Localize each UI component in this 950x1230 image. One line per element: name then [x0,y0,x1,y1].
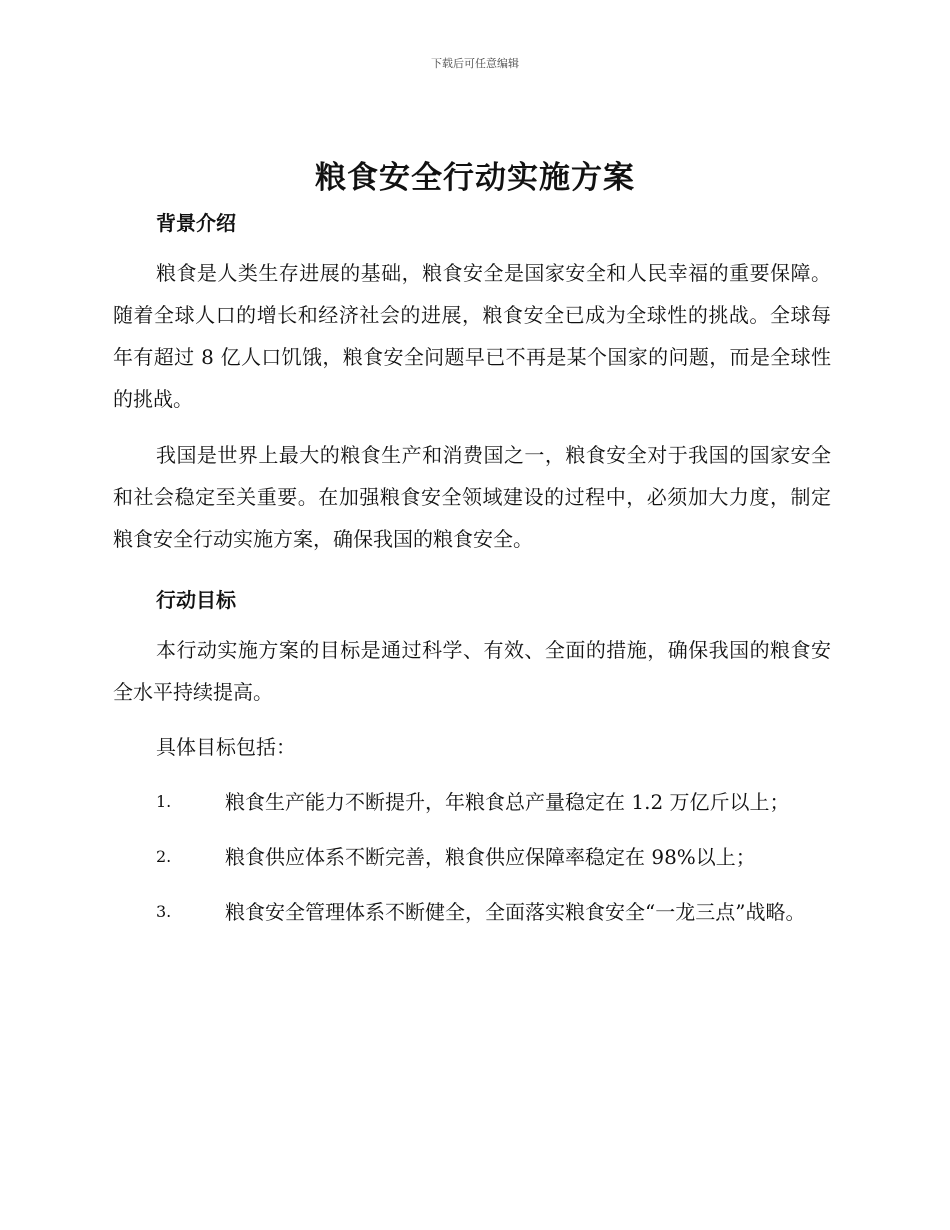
paragraph-background-1: 粮食是人类生存进展的基础，粮食安全是国家安全和人民幸福的重要保障。随着全球人口的增长和经济社会的进展，粮食安全已成为全球性的挑战。全球每年有超过 8 亿人口饥饿，粮食安全问题早已不再是某个国家的问题，而是全球性的挑战。 [113,261,831,411]
list-item-number: 2. [156,847,172,866]
list-item-text: 粮食生产能力不断提升，年粮食总产量稳定在 1.2 万亿斤以上； [225,790,790,814]
paragraph-goals-intro: 具体目标包括： [156,735,296,759]
paragraph-background-2: 我国是世界上最大的粮食生产和消费国之一，粮食安全对于我国的国家安全和社会稳定至关重要。在加强粮食安全领域建设的过程中，必须加大力度，制定粮食安全行动实施方案，确保我国的粮食安全。 [113,443,831,551]
section-heading-background: 背景介绍 [156,211,236,235]
list-item [113,836,831,878]
list-item [113,781,831,823]
list-item-number: 3. [156,902,172,921]
section-heading-goals: 行动目标 [156,588,236,612]
list-item-text: 粮食供应体系不断完善，粮食供应保障率稳定在 98%以上； [225,845,756,869]
header-note: 下载后可任意编辑 [431,57,519,70]
list-item-text: 粮食安全管理体系不断健全，全面落实粮食安全“一龙三点”战略。 [225,900,806,924]
paragraph-goals-1: 本行动实施方案的目标是通过科学、有效、全面的措施，确保我国的粮食安全水平持续提高。 [113,638,831,704]
list-item-number: 1. [156,792,172,811]
document-title: 粮食安全行动实施方案 [315,160,635,196]
list-item [113,891,831,933]
